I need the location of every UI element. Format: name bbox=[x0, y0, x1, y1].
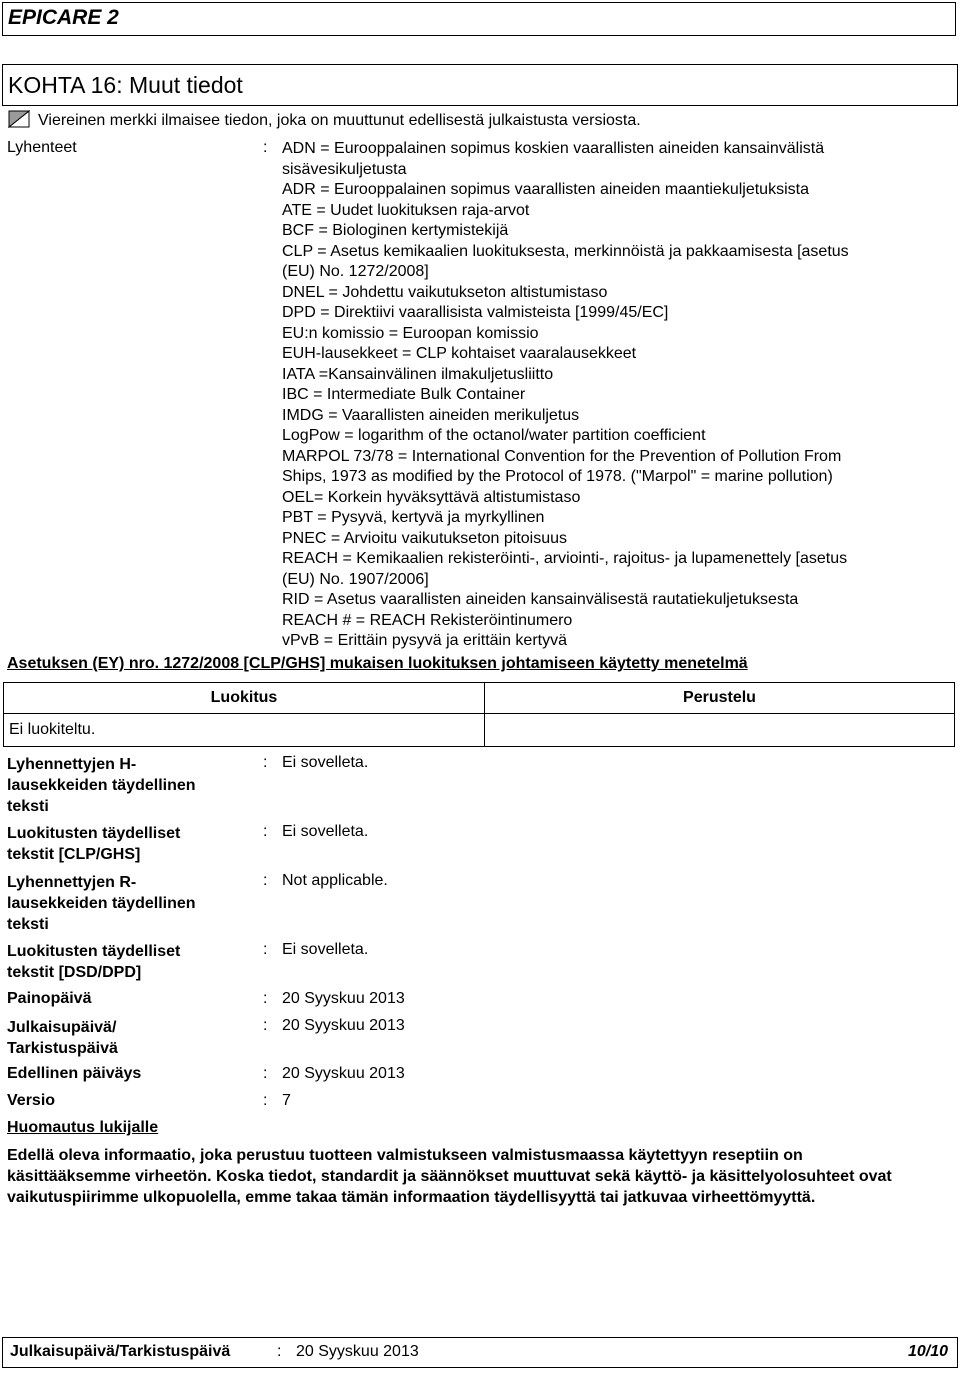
dsd-texts-colon: : bbox=[263, 941, 268, 958]
notice-text: Edellä oleva informaatio, joka perustuu tuotteen valmistukseen valmistusmaassa käytettyyn reseptiin on käsittääksemme virheetön. Koska tiedot, standardit ja säännökset muuttuvat sekä käyttö- ja käsittelyolosuhteet ovat vaikutuspiirimme ulkopuolella, emme takaa tämän informaation täydellisyyttä tai jatkuvaa virheettömyyttä. bbox=[7, 1147, 892, 1206]
version-label: Versio bbox=[7, 1092, 56, 1109]
abbreviation-line: DNEL = Johdettu vaikutukseton altistumistaso bbox=[282, 283, 608, 301]
abbreviation-line: EUH-lausekkeet = CLP kohtaiset vaaralausekkeet bbox=[282, 345, 637, 362]
clp-texts-value: Ei sovelleta. bbox=[282, 823, 369, 840]
abbreviation-line: (EU) No. 1272/2008] bbox=[282, 263, 429, 280]
dsd-texts-label: Luokitusten täydelliset tekstit [DSD/DPD] bbox=[7, 943, 181, 981]
abbreviation-line: REACH = Kemikaalien rekisteröinti-, arviointi-, rajoitus- ja lupamenettely [asetus bbox=[282, 550, 848, 567]
issue-date-label: Julkaisupäivä/ Tarkistuspäivä bbox=[7, 1019, 118, 1057]
table-header-row bbox=[4, 683, 955, 714]
column-header-classification: Luokitus bbox=[4, 683, 485, 714]
abbreviation-line: IMDG = Vaarallisten aineiden merikuljetus bbox=[282, 406, 580, 424]
classification-method-title: Asetuksen (EY) nro. 1272/2008 [CLP/GHS] mukaisen luokituksen johtamiseen käytetty menetelmä bbox=[7, 655, 748, 672]
abbreviation-line: LogPow = logarithm of the octanol/water partition coefficient bbox=[282, 427, 706, 444]
abbreviation-line: DPD = Direktiivi vaarallisista valmisteista [1999/45/EC] bbox=[282, 304, 669, 321]
section-title: KOHTA 16: Muut tiedot bbox=[8, 72, 243, 98]
abbreviation-line: vPvB = Erittäin pysyvä ja erittäin kertyvä bbox=[282, 632, 567, 649]
change-note: Viereinen merkki ilmaisee tiedon, joka on muuttunut edellisestä julkaistusta versiosta. bbox=[38, 112, 641, 129]
abbreviation-line: CLP = Asetus kemikaalien luokituksesta, merkinnöistä ja pakkaamisesta [asetus bbox=[282, 242, 849, 260]
clp-texts-colon: : bbox=[263, 823, 268, 840]
table-cell-classification: Ei luokiteltu. bbox=[4, 714, 485, 747]
abbreviations-label: Lyhenteet bbox=[7, 139, 77, 156]
document-header bbox=[2, 2, 956, 36]
r-phrases-label: Lyhennettyjen R- lausekkeiden täydellinen teksti bbox=[7, 874, 196, 933]
clp-texts-label: Luokitusten täydelliset tekstit [CLP/GHS] bbox=[7, 825, 181, 863]
abbreviation-line: EU:n komissio = Euroopan komissio bbox=[282, 324, 539, 342]
h-phrases-label: Lyhennettyjen H- lausekkeiden täydellinen teksti bbox=[7, 756, 196, 815]
print-date-value: 20 Syyskuu 2013 bbox=[282, 990, 405, 1007]
print-date-label: Painopäivä bbox=[7, 990, 92, 1007]
abbreviation-line: sisävesikuljetusta bbox=[282, 160, 407, 178]
issue-date-colon: : bbox=[263, 1017, 268, 1034]
dsd-texts-value: Ei sovelleta. bbox=[282, 941, 369, 958]
classification-table bbox=[3, 682, 955, 747]
notice-title: Huomautus lukijalle bbox=[7, 1119, 159, 1136]
abbreviation-line: ADN = Eurooppalainen sopimus koskien vaarallisten aineiden kansainvälistä bbox=[282, 140, 825, 157]
abbreviation-line: IATA =Kansainvälinen ilmakuljetusliitto bbox=[282, 365, 554, 383]
footer-colon: : bbox=[277, 1343, 282, 1360]
abbreviation-line: ATE = Uudet luokituksen raja-arvot bbox=[282, 201, 530, 219]
footer-issue-date: 20 Syyskuu 2013 bbox=[296, 1343, 419, 1360]
column-header-justification: Perustelu bbox=[485, 683, 955, 714]
abbreviation-line: ADR = Eurooppalainen sopimus vaarallisten aineiden maantiekuljetuksista bbox=[282, 181, 809, 198]
issue-date-value: 20 Syyskuu 2013 bbox=[282, 1017, 405, 1034]
abbreviation-line: OEL= Korkein hyväksyttävä altistumistaso bbox=[282, 488, 581, 506]
abbreviation-line: (EU) No. 1907/2006] bbox=[282, 570, 429, 588]
abbreviation-line: Ships, 1973 as modified by the Protocol of 1978. ("Marpol" = marine pollution) bbox=[282, 468, 833, 485]
product-name: EPICARE 2 bbox=[8, 6, 119, 29]
abbreviation-line: IBC = Intermediate Bulk Container bbox=[282, 386, 526, 403]
abbreviation-line: BCF = Biologinen kertymistekijä bbox=[282, 222, 509, 239]
abbreviation-line: PBT = Pysyvä, kertyvä ja myrkyllinen bbox=[282, 509, 545, 526]
r-phrases-colon: : bbox=[263, 872, 268, 889]
table-cell-justification bbox=[485, 714, 955, 747]
abbreviation-line: PNEC = Arvioitu vaikutukseton pitoisuus bbox=[282, 529, 568, 547]
change-marker-icon bbox=[8, 110, 30, 128]
h-phrases-colon: : bbox=[263, 754, 268, 771]
abbreviation-line: REACH # = REACH Rekisteröintinumero bbox=[282, 611, 573, 629]
version-value: 7 bbox=[282, 1092, 291, 1109]
print-date-colon: : bbox=[263, 990, 268, 1007]
r-phrases-value: Not applicable. bbox=[282, 872, 388, 889]
previous-date-label: Edellinen päiväys bbox=[7, 1065, 142, 1082]
version-colon: : bbox=[263, 1092, 268, 1109]
abbreviation-line: MARPOL 73/78 = International Convention for the Prevention of Pollution From bbox=[282, 447, 842, 465]
previous-date-colon: : bbox=[263, 1065, 268, 1082]
table-row bbox=[4, 714, 955, 747]
page-number: 10/10 bbox=[907, 1343, 948, 1360]
abbreviation-line: RID = Asetus vaarallisten aineiden kansainvälisestä rautatiekuljetuksesta bbox=[282, 591, 799, 608]
abbreviations-colon: : bbox=[263, 139, 268, 156]
h-phrases-value: Ei sovelleta. bbox=[282, 754, 369, 771]
footer-issue-label: Julkaisupäivä/Tarkistuspäivä bbox=[10, 1343, 231, 1360]
previous-date-value: 20 Syyskuu 2013 bbox=[282, 1065, 405, 1082]
